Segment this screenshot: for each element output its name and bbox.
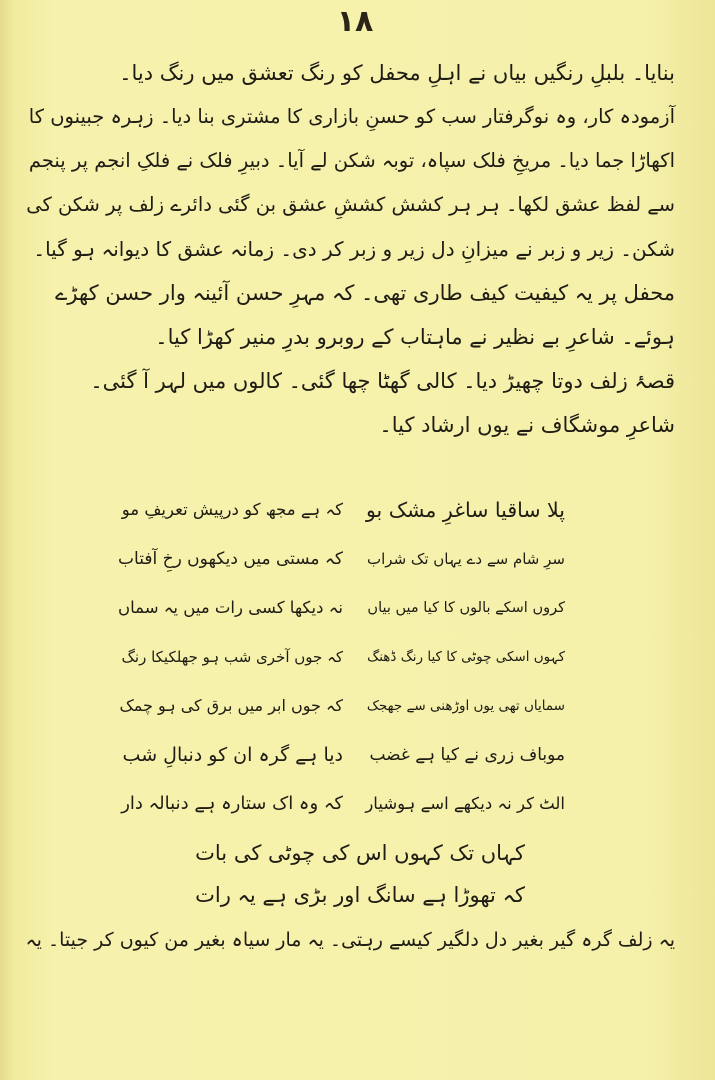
verse-second-hemistich: نہ دیکھا کسی رات میں یہ سماں <box>118 598 343 617</box>
page-number: ۱۸ <box>336 4 374 39</box>
verse-second-hemistich: کہ جوں ابر میں برق کی ہو چمک <box>119 696 343 715</box>
verse-first-hemistich: کروں اسکے بالوں کا کیا میں بیاں <box>367 600 565 616</box>
verse-second-hemistich: کہ جوں آخری شب ہو جھلکیکا رنگ <box>121 648 343 666</box>
prose-line: قصۂ زلف دوتا چھیڑ دیا۔ کالی گھٹا چھا گئی۔ کالوں میں لہر آ گئی۔ <box>90 369 675 393</box>
verse-first-hemistich: الٹ کر نہ دیکھے اسے ہوشیار <box>365 794 565 813</box>
prose-line: سے لفظ عشق لکھا۔ ہر ہر کشش کششِ عشق بن گئی دائرے زلف پر شکن کی <box>26 193 675 216</box>
verse-first-hemistich: سرِ شام سے دے یہاں تک شراب <box>367 550 565 568</box>
prose-line: آزمودہ کار، وہ نوگرفتار سب کو حسنِ بازاری کا مشتری بنا دیا۔ زہرہ جبینوں کا <box>28 105 675 128</box>
verse-second-hemistich: کہ ہے مجھ کو درپیش تعریفِ مو <box>121 500 343 519</box>
verse-first-hemistich: پلا ساقیا ساغرِ مشک بو <box>365 498 565 522</box>
verse-second-hemistich: دیا ہے گرہ ان کو دنبالِ شب <box>122 744 343 766</box>
verse-first-hemistich: سمایاں تھی یوں اوڑھنی سے جھجک <box>366 698 565 714</box>
prose-line: بنایا۔ بلبلِ رنگیں بیاں نے اہلِ محفل کو رنگ تعشق میں رنگ دیا۔ <box>119 61 675 85</box>
verse-second-hemistich: کہ مستی میں دیکھوں رخِ آفتاب <box>118 549 343 569</box>
page-fold-shadow <box>0 0 14 1080</box>
prose-line: شاعرِ موشگاف نے یوں ارشاد کیا۔ <box>379 413 675 437</box>
prose-line: ہوئے۔ شاعرِ بے نظیر نے ماہتاب کے روبرو بدرِ منیر کھڑا کیا۔ <box>155 325 675 349</box>
couplet-line: کہ تھوڑا ہے سانگ اور بڑی ہے یہ رات <box>195 883 525 907</box>
prose-line: شکن۔ زیر و زبر نے میزانِ دل زیر و زبر کر دی۔ زمانہ عشق کا دیوانہ ہو گیا۔ <box>33 237 675 261</box>
verse-second-hemistich: کہ وہ اک ستارہ ہے دنبالہ دار <box>121 793 343 814</box>
verse-first-hemistich: کہوں اسکی چوٹی کا کیا رنگ ڈھنگ <box>367 649 565 665</box>
verse-first-hemistich: موباف زری نے کیا ہے غضب <box>369 745 565 765</box>
prose-line: یہ زلف گرہ گیر بغیر دل دلگیر کیسے رہتی۔ یہ مار سیاہ بغیر من کیوں کر جیتا۔ یہ <box>25 929 675 951</box>
prose-line: اکھاڑا جما دیا۔ مریخِ فلک سپاہ، توبہ شکن لے آیا۔ دبیرِ فلک نے فلکِ انجم پر پنجم <box>28 149 675 172</box>
couplet-line: کہاں تک کہوں اس کی چوٹی کی بات <box>195 841 525 865</box>
prose-line: محفل پر یہ کیفیت کیف طاری تھی۔ کہ مہرِ حسن آئینہ وار حسن کھڑے <box>55 281 675 305</box>
